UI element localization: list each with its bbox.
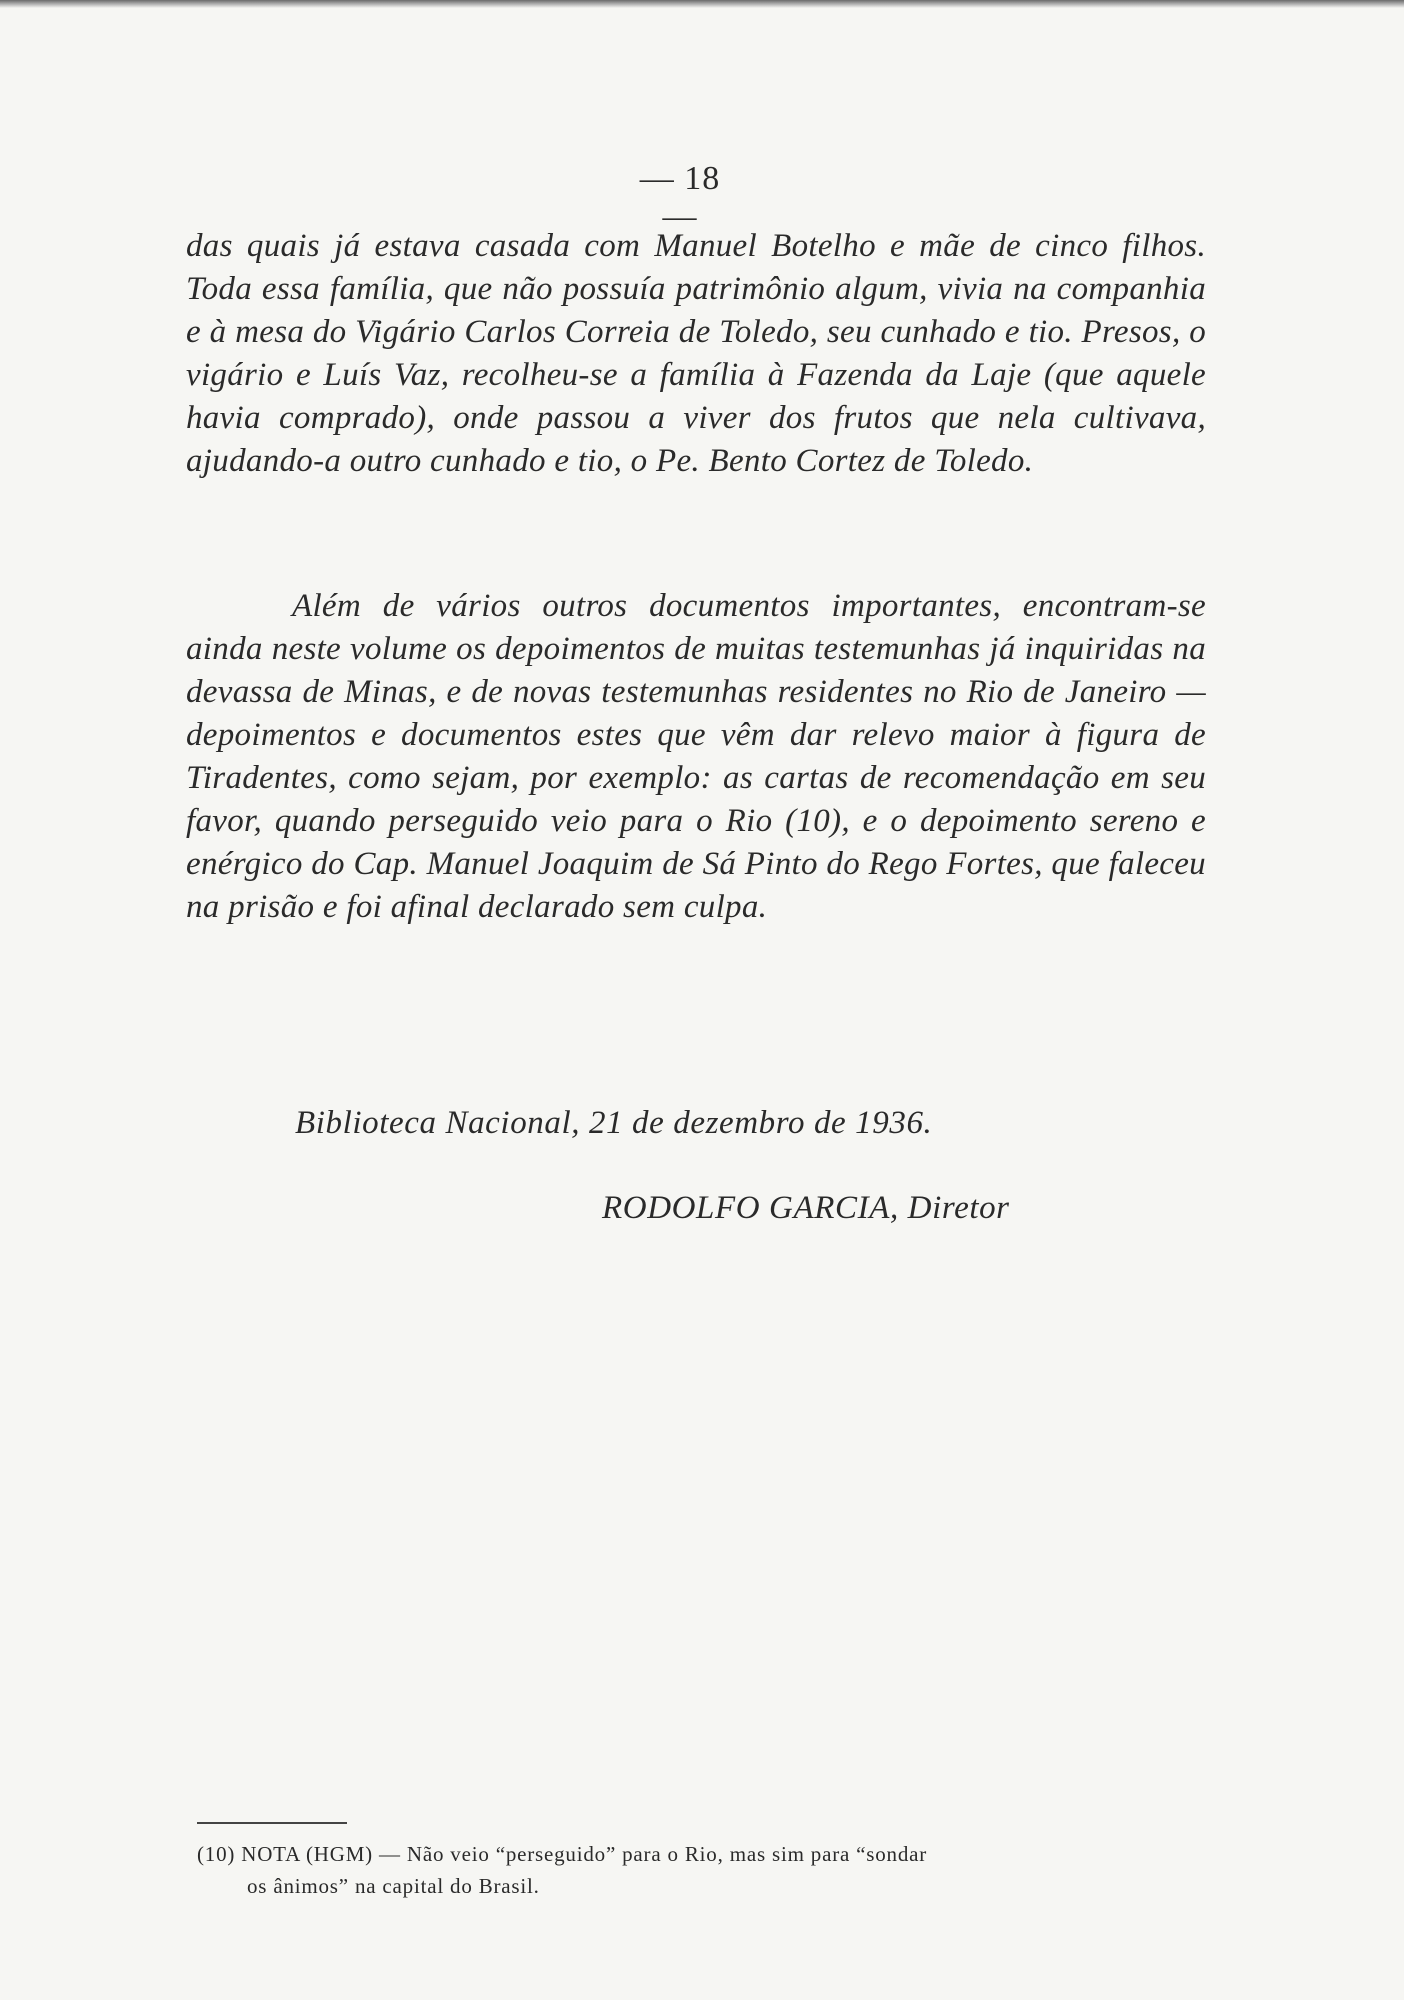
footnote-line-1: (10) NOTA (HGM) — Não veio “perseguido” para o Rio, mas sim para “sondar [197,1842,928,1866]
footnote-line-2: os ânimos” na capital do Brasil. [247,1874,540,1898]
page-number: — 18 — [639,160,721,235]
signature-place-date: Biblioteca Nacional, 21 de dezembro de 1936. [295,1105,933,1141]
footnote [197,1838,1213,1902]
footnote-divider [197,1822,347,1824]
signature-name: RODOLFO GARCIA, Diretor [602,1190,1010,1226]
body-paragraph-1: das quais já estava casada com Manuel Botelho e mãe de cinco filhos. Toda essa família, que não possuía patrimônio algum, vivia na companhia e à mesa do Vigário Carlos Correia de Toledo, seu cunhado e tio. Presos, o vigário e Luís Vaz, recolheu-se a família à Fazenda da Laje (que aquele havia comprado), onde passou a viver dos frutos que nela cultivava, ajudando-a outro cunhado e tio, o Pe. Bento Cortez de Toledo. [186,228,1206,479]
body-paragraph-2: Além de vários outros documentos importantes, encontram-se ainda neste volume os depoimentos de muitas testemunhas já inquiridas na devassa de Minas, e de novas testemunhas residentes no Rio de Janeiro — depoimentos e documentos estes que vêm dar relevo maior à figura de Tiradentes, como sejam, por exemplo: as cartas de recomendação em seu favor, quando perseguido veio para o Rio (10), e o depoimento sereno e enérgico do Cap. Manuel Joaquim de Sá Pinto do Rego Fortes, que faleceu na prisão e foi afinal declarado sem culpa. [186,588,1206,925]
page-top-edge [0,0,1404,8]
